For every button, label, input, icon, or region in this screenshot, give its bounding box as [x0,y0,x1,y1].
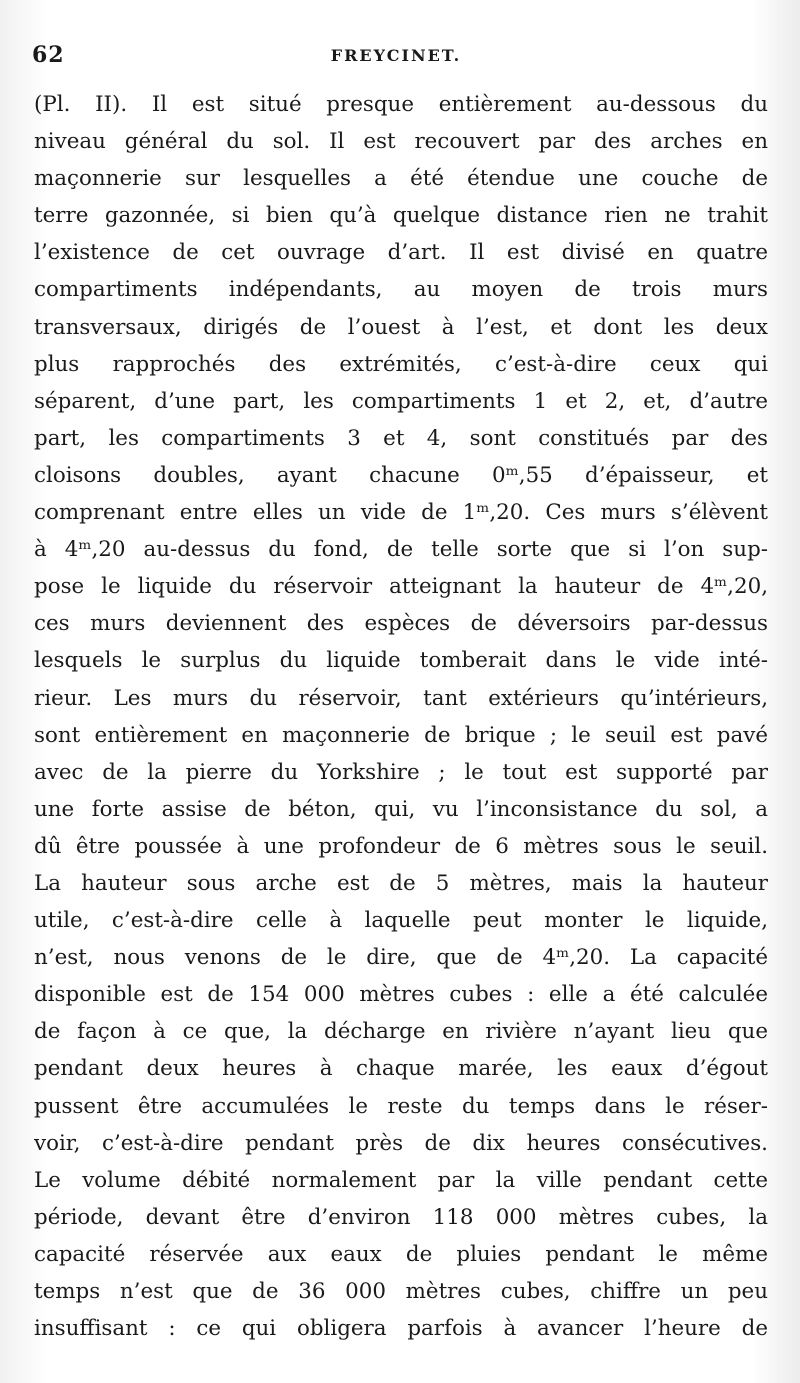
text-line: utile, c’est-à-dire celle à laquelle peut monter le liquide, [34,908,768,934]
text-line: part, les compartiments 3 et 4, sont constitués par des [34,425,768,451]
text-line: l’existence de cet ouvrage d’art. Il est divisé en quatre [34,240,768,266]
page-number: 62 [32,42,65,68]
text-line: dû être poussée à une profondeur de 6 mètres sous le seuil. [34,833,768,859]
text-line: voir, c’est-à-dire pendant près de dix heures consécutives. [34,1130,768,1156]
text-line: maçonnerie sur lesquelles a été étendue une couche de [34,166,768,192]
text-line: terre gazonnée, si bien qu’à quelque distance rien ne trahit [34,203,768,229]
text-line: insuffisant : ce qui obligera parfois à avancer l’heure de [34,1316,768,1342]
text-line: pose le liquide du réservoir atteignant la hauteur de 4ᵐ,20, [34,574,768,600]
text-line: de façon à ce que, la décharge en rivière n’ayant lieu que [34,1019,768,1045]
text-line: avec de la pierre du Yorkshire ; le tout est supporté par [34,759,768,785]
text-line: transversaux, dirigés de l’ouest à l’est, et dont les deux [34,314,768,340]
text-line: n’est, nous venons de le dire, que de 4ᵐ,20. La capacité [34,945,768,971]
text-line: cloisons doubles, ayant chacune 0ᵐ,55 d’épaisseur, et [34,462,768,488]
text-line: à 4ᵐ,20 au-dessus du fond, de telle sorte que si l’on sup- [34,537,768,563]
text-line: La hauteur sous arche est de 5 mètres, mais la hauteur [34,870,768,896]
text-line: lesquels le surplus du liquide tomberait dans le vide inté- [34,648,768,674]
text-line: séparent, d’une part, les compartiments 1 et 2, et, d’autre [34,388,768,414]
running-head: FREYCINET. [330,46,462,65]
text-line: ces murs deviennent des espèces de déversoirs par-dessus [34,611,768,637]
text-line: Le volume débité normalement par la ville pendant cette [34,1167,768,1193]
text-line: niveau général du sol. Il est recouvert par des arches en [34,129,768,155]
text-line: comprenant entre elles un vide de 1ᵐ,20. Ces murs s’élèvent [34,500,768,526]
body-text [34,86,768,1347]
page-header [32,42,760,78]
text-line: pendant deux heures à chaque marée, les eaux d’égout [34,1056,768,1082]
text-line: temps n’est que de 36 000 mètres cubes, chiffre un peu [34,1279,768,1304]
text-line: pussent être accumulées le reste du temps dans le réser- [34,1093,768,1119]
text-line: capacité réservée aux eaux de pluies pendant le même [34,1241,768,1267]
text-line: sont entièrement en maçonnerie de brique ; le seuil est pavé [34,722,768,748]
text-line: disponible est de 154 000 mètres cubes : elle a été calculée [34,982,768,1008]
text-line: période, devant être d’environ 118 000 mètres cubes, la [34,1204,768,1230]
text-line: plus rapprochés des extrémités, c’est-à-dire ceux qui [34,351,768,377]
text-line: compartiments indépendants, au moyen de trois murs [34,277,768,303]
text-line: une forte assise de béton, qui, vu l’inconsistance du sol, a [34,796,768,822]
text-line: (Pl. II). Il est situé presque entièrement au-dessous du [34,92,768,117]
text-line: rieur. Les murs du réservoir, tant extérieurs qu’intérieurs, [34,685,768,711]
